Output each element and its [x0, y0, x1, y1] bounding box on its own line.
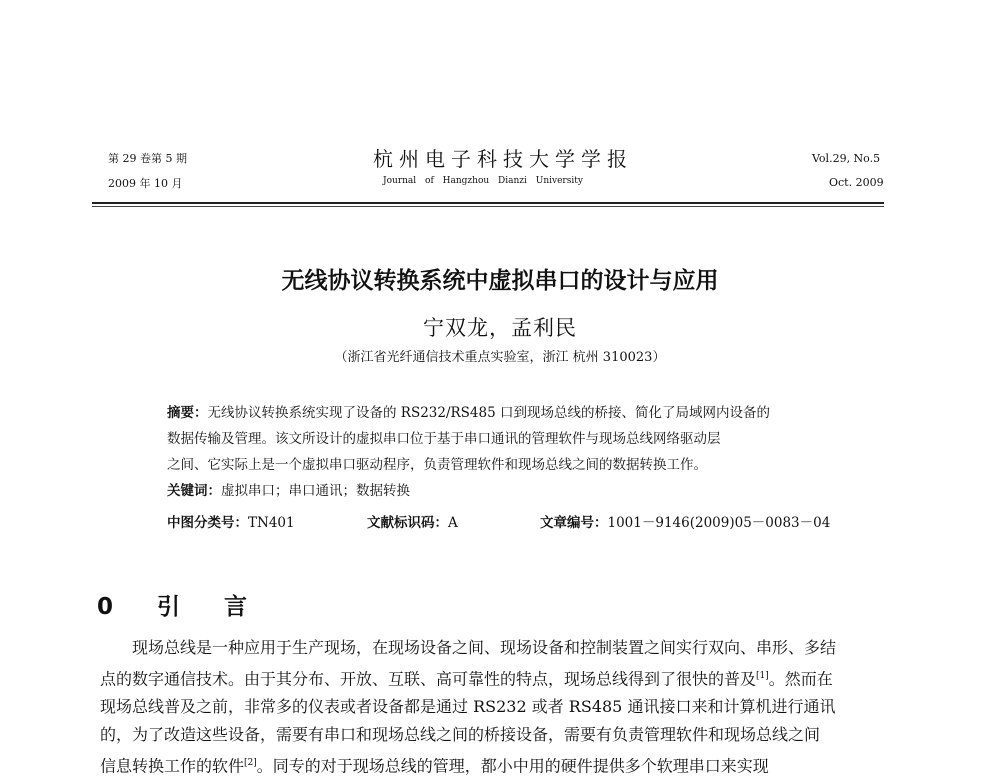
body-line-5-tail: 。同专的对于现场总线的管理，都小中用的硬件提供多个软理串口来实现	[256, 756, 769, 776]
abstract-line-2: 数据传输及管理。该文所设计的虚拟串口位于基于串口通讯的管理软件与现场总线网络驱动层	[167, 431, 721, 447]
article-no-label: 文章编号：	[540, 515, 608, 531]
volume-issue-cn: 第 29 卷第 5 期	[108, 152, 187, 165]
body-line-2	[100, 662, 890, 693]
body-line-3: 现场总线普及之前，非常多的仪表或者设备都是通过 RS232 或者 RS485 通讯接口来和计算机进行通讯	[100, 697, 836, 717]
date-cn: 2009 年 10 月	[108, 177, 183, 190]
abstract-line-1	[167, 400, 847, 426]
citation-2: [2]	[244, 758, 257, 769]
doc-code-field	[367, 510, 458, 536]
journal-title-en: Journal of Hangzhou Dianzi University	[383, 176, 583, 186]
body-line-2-tail: 。然而在	[768, 669, 833, 689]
abstract-label: 摘要：	[167, 405, 208, 421]
body-paragraph	[100, 634, 890, 781]
clc-label: 中图分类号：	[167, 515, 248, 531]
keywords-label: 关键词：	[167, 483, 221, 499]
doc-code-label: 文献标识码：	[367, 515, 448, 531]
header-rule	[92, 202, 884, 204]
clc-value: TN401	[248, 515, 295, 531]
paper-affiliation: （浙江省光纤通信技术重点实验室，浙江 杭州 310023）	[334, 350, 666, 365]
abstract-block	[167, 400, 847, 504]
keywords-line	[167, 478, 847, 504]
paper-authors: 宁双龙，孟利民	[423, 316, 577, 340]
body-line-4: 的，为了改造这些设备，需要有串口和现场总线之间的桥接设备，需要有负责管理软件和现场总线之间	[100, 725, 821, 745]
body-line-5-text: 信息转换工作的软件	[100, 756, 245, 776]
abstract-line-3: 之间、它实际上是一个虚拟串口驱动程序，负责管理软件和现场总线之间的数据转换工作。	[167, 457, 707, 473]
keywords-text: 虚拟串口；串口通讯；数据转换	[221, 483, 410, 499]
body-line-5	[100, 749, 890, 780]
article-no-field	[540, 510, 830, 536]
journal-title-cn: 杭州电子科技大学学报	[373, 147, 633, 171]
volume-issue-en: Vol.29, No.5	[812, 152, 881, 165]
article-no-value: 1001－9146(2009)05－0083－04	[607, 515, 831, 531]
citation-1: [1]	[756, 671, 769, 681]
date-en: Oct. 2009	[829, 176, 884, 189]
body-line-2-text: 点的数字通信技术。由于其分布、开放、互联、高可靠性的特点，现场总线得到了很快的普及	[100, 669, 757, 689]
paper-title: 无线协议转换系统中虚拟串口的设计与应用	[281, 268, 719, 294]
section-heading: 0 引 言	[97, 594, 266, 620]
clc-field	[167, 510, 295, 536]
abstract-text-1: 无线协议转换系统实现了设备的 RS232/RS485 口到现场总线的桥接、简化了局域网内设备的	[207, 405, 770, 421]
doc-code-value: A	[448, 515, 458, 531]
body-line-1: 现场总线是一种应用于生产现场，在现场设备之间、现场设备和控制装置之间实行双向、串形、多结	[132, 638, 837, 657]
header-rule-thin	[92, 206, 884, 207]
